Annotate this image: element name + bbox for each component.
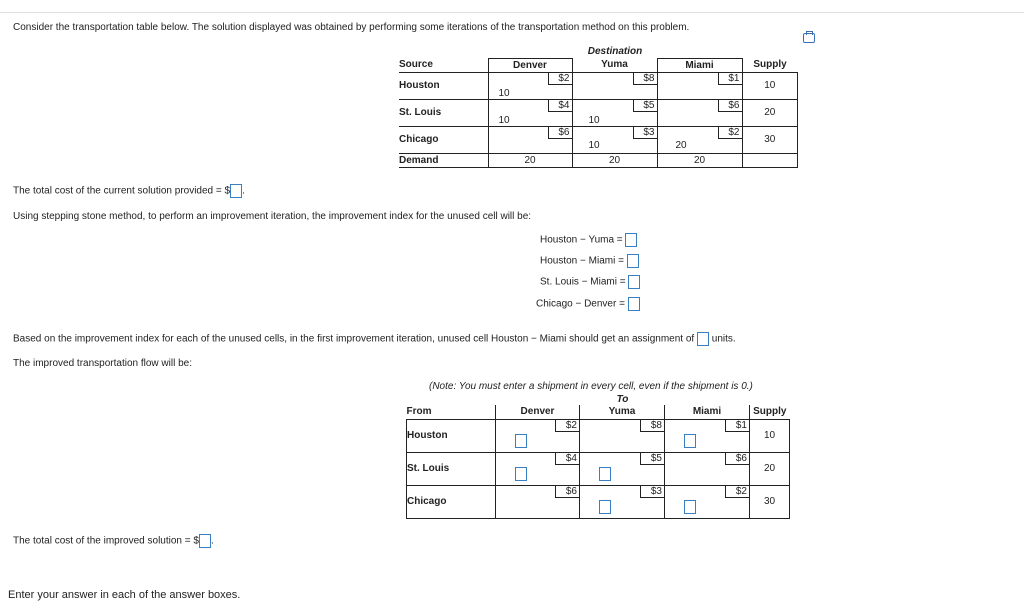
col-miami: Miami [657, 58, 742, 72]
col-miami: Miami [665, 405, 750, 419]
supply-cell: 30 [750, 485, 790, 518]
col-denver: Denver [496, 405, 580, 419]
index-row [540, 275, 640, 289]
row-houston: Houston [407, 419, 496, 452]
input-chicago-yuma[interactable] [599, 500, 611, 514]
cost-cell: $2 [725, 486, 749, 498]
cost-cell: $2 [718, 127, 742, 139]
row-chicago: Chicago [399, 126, 488, 153]
alloc-cell: 10 [498, 114, 510, 126]
cost-cell: $6 [548, 127, 572, 139]
row-stlouis: St. Louis [407, 452, 496, 485]
index-label: Houston − Miami = [540, 255, 624, 267]
demand-cell: 20 [657, 153, 742, 167]
improved-cost-row: The total cost of the improved solution = $ . [13, 535, 214, 547]
row-stlouis: St. Louis [399, 99, 488, 126]
transportation-table-improved [406, 394, 790, 519]
top-divider [0, 12, 1024, 13]
index-label: Chicago − Denver = [536, 298, 625, 310]
assignment-input[interactable] [697, 332, 709, 346]
table-row [407, 485, 790, 518]
index-row [540, 233, 637, 247]
footer-text: Enter your answer in each of the answer boxes. [8, 589, 241, 601]
print-icon[interactable] [803, 33, 815, 43]
to-header: To [616, 394, 629, 405]
note-text: (Note: You must enter a shipment in every cell, even if the shipment is 0.) [429, 381, 753, 392]
demand-cell: 20 [488, 153, 572, 167]
table-row [407, 452, 790, 485]
input-houston-denver[interactable] [515, 434, 527, 448]
input-houston-miami[interactable] [684, 434, 696, 448]
cost-cell: $8 [633, 73, 657, 85]
improved-cost-input[interactable] [199, 534, 211, 548]
improved-cost-label: The total cost of the improved solution = $ [13, 535, 199, 547]
cost-cell: $6 [555, 486, 579, 498]
cost-cell: $5 [640, 453, 664, 465]
cost-cell: $1 [718, 73, 742, 85]
input-stlouis-yuma[interactable] [599, 467, 611, 481]
alloc-cell: 10 [588, 114, 600, 126]
demand-cell: 20 [572, 153, 657, 167]
units-label: units. [711, 333, 736, 345]
improved-flow-label: The improved transportation flow will be: [13, 358, 192, 369]
col-yuma: Yuma [572, 58, 657, 72]
supply-cell: 10 [750, 419, 790, 452]
table-row [399, 72, 798, 99]
total-cost-input[interactable] [230, 184, 242, 198]
alloc-cell: 10 [588, 139, 600, 151]
question-text: Consider the transportation table below. The solution displayed was obtained by performing some iterations of the transportation method on this problem. [13, 22, 690, 33]
cost-cell: $5 [633, 100, 657, 112]
alloc-cell: 20 [675, 139, 687, 151]
supply-cell: 20 [750, 452, 790, 485]
cost-cell: $3 [633, 127, 657, 139]
cost-cell: $4 [555, 453, 579, 465]
cost-cell: $2 [555, 420, 579, 432]
index-input-houston-yuma[interactable] [625, 233, 637, 247]
table-row [399, 99, 798, 126]
index-input-chicago-denver[interactable] [628, 297, 640, 311]
assignment-row [13, 332, 736, 346]
supply-cell: 20 [742, 99, 798, 126]
col-yuma: Yuma [580, 405, 665, 419]
total-cost-row: The total cost of the current solution provided = $ . [13, 185, 245, 197]
source-header: Source [399, 58, 488, 72]
index-label: St. Louis − Miami = [540, 276, 626, 288]
total-cost-label: The total cost of the current solution provided = $ [13, 185, 231, 197]
cost-cell: $1 [725, 420, 749, 432]
demand-label: Demand [399, 153, 488, 167]
transportation-table-current [399, 46, 798, 168]
supply-header: Supply [742, 58, 798, 72]
supply-cell: 10 [742, 72, 798, 99]
stepping-stone-text: Using stepping stone method, to perform an improvement iteration, the improvement index for the unused cell will be: [13, 211, 532, 222]
index-input-houston-miami[interactable] [627, 254, 639, 268]
input-chicago-miami[interactable] [684, 500, 696, 514]
cost-cell: $8 [640, 420, 664, 432]
alloc-cell: 10 [498, 87, 510, 99]
index-label: Houston − Yuma = [540, 234, 623, 246]
supply-cell: 30 [742, 126, 798, 153]
cost-cell: $3 [640, 486, 664, 498]
col-denver: Denver [488, 58, 572, 72]
cost-cell: $2 [548, 73, 572, 85]
index-input-stlouis-miami[interactable] [628, 275, 640, 289]
cost-cell: $6 [725, 453, 749, 465]
row-houston: Houston [399, 72, 488, 99]
supply-header: Supply [750, 405, 790, 419]
cost-cell: $4 [548, 100, 572, 112]
destination-header: Destination [587, 46, 643, 58]
table-row [399, 126, 798, 153]
index-row [536, 297, 640, 311]
from-header: From [407, 405, 496, 419]
cost-cell: $6 [718, 100, 742, 112]
assignment-text: Based on the improvement index for each of the unused cells, in the first improvement iteration, unused cell Houston − Miami should get an assignment of [13, 333, 695, 345]
index-row [540, 254, 639, 268]
input-stlouis-denver[interactable] [515, 467, 527, 481]
table-row [407, 419, 790, 452]
row-chicago: Chicago [407, 485, 496, 518]
